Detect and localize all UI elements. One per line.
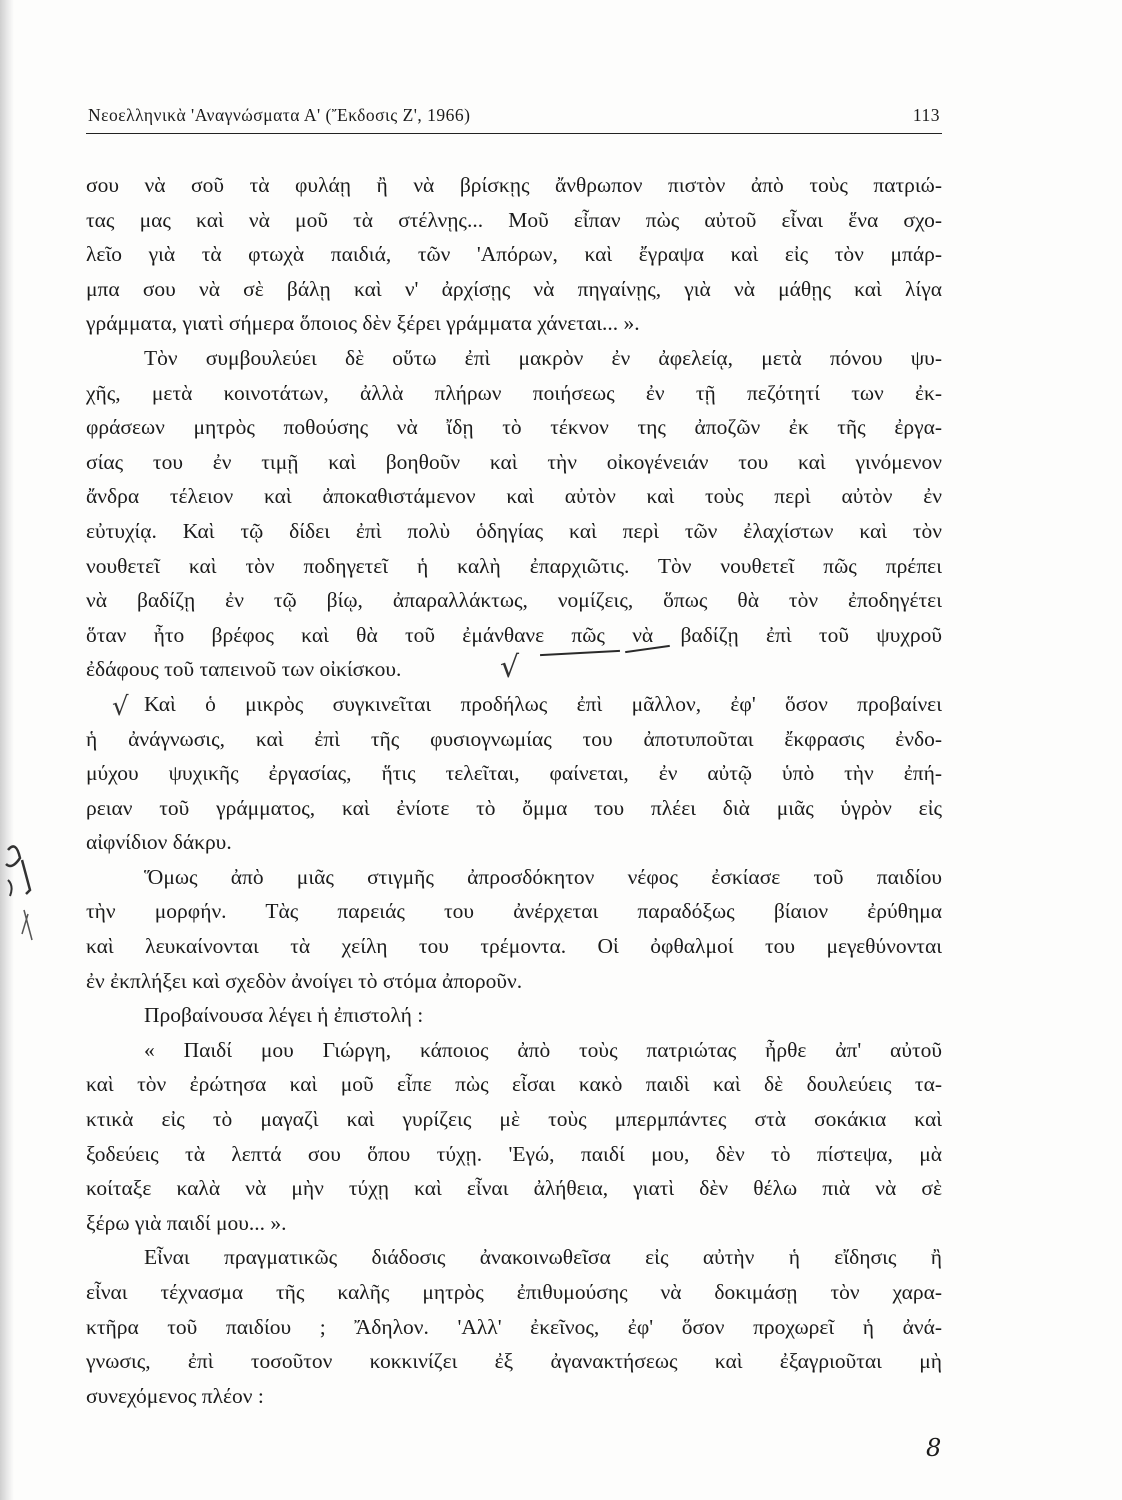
text-line: σου νὰ σοῦ τὰ φυλάῃ ἢ νὰ βρίσκῃς ἄνθρωπον πιστὸν ἀπὸ τοὺς πατριώ- [86,173,942,197]
text-line: μπα σου νὰ σὲ βάλῃ καὶ ν' ἀρχίσῃς νὰ πηγαίνῃς, γιὰ νὰ μάθῃς καὶ λίγα [86,276,942,301]
text-line: κτῆρα τοῦ παιδίου ; Ἄδηλον. 'Αλλ' ἐκεῖνος, ἐφ' ὅσον προχωρεῖ ἡ ἀνά- [86,1314,942,1339]
text-line: μύχου ψυχικῆς ἐργασίας, ἥτις τελεῖται, φαίνεται, ἐν αὐτῷ ὑπὸ τὴν ἐπή- [86,761,942,786]
text-line: ἄνδρα τέλειον καὶ ἀποκαθιστάμενον καὶ αὐτὸν καὶ τοὺς περὶ αὐτὸν ἐν [86,484,942,509]
text-line: Ὅμως ἀπὸ μιᾶς στιγμῆς ἀπροσδόκητον νέφος ἐσκίασε τοῦ παιδίου [144,864,942,889]
text-line: λεῖο γιὰ τὰ φτωχὰ παιδιά, τῶν 'Απόρων, καὶ ἔγραψα καὶ εἰς τὸν μπάρ- [86,242,942,267]
margin-scribble-icon [2,830,42,950]
text-line: κοίταξε καλὰ νὰ μὴν τύχῃ καὶ εἶναι ἀλήθεια, γιατὶ δὲν θέλω πιὰ νὰ σὲ [86,1176,942,1201]
text-line: ἐν ἐκπλήξει καὶ σχεδὸν ἀνοίγει τὸ στόμα ἀποροῦν. [86,968,523,993]
page-number: 113 [912,105,940,125]
body-text [86,168,942,1413]
running-title: Νεοελληνικὰ 'Αναγνώσματα Α' (Ἔκδοσις Ζ', 1966) [88,105,471,125]
check-mark-icon: √ [500,650,520,685]
page-header [86,103,942,134]
text-line: καὶ τὸν ἐρώτησα καὶ μοῦ εἶπε πὼς εἶσαι κακὸ παιδὶ καὶ δὲ δουλεύεις τα- [86,1072,942,1097]
text-line: φράσεων μητρὸς ποθούσης νὰ ἴδῃ τὸ τέκνον της ἀποζῶν ἐκ τῆς ἐργα- [86,415,942,440]
signature-mark: 8 [926,1434,942,1462]
text-line: Καὶ ὁ μικρὸς συγκινεῖται προδήλως ἐπὶ μᾶλλον, ἐφ' ὅσον προβαίνει [144,691,942,716]
text-line: ρειαν τοῦ γράμματος, καὶ ἐνίοτε τὸ ὄμμα του πλέει διὰ μιᾶς ὑγρὸν εἰς [86,795,942,820]
text-line: ἡ ἀνάγνωσις, καὶ ἐπὶ τῆς φυσιογνωμίας του ἀποτυποῦται ἔκφρασις ἐνδο- [86,726,942,751]
text-line: συνεχόμενος πλέον : [86,1383,264,1408]
text-line: Τὸν συμβουλεύει δὲ οὕτω ἐπὶ μακρὸν ἐν ἀφελείᾳ, μετὰ πόνου ψυ- [144,345,942,370]
text-line: νὰ βαδίζῃ ἐν τῷ βίῳ, ἀπαραλλάκτως, νομίζεις, ὅπως θὰ τὸν ἐποδηγέτει [86,588,942,613]
page-binding-edge [0,0,14,1500]
text-line: ὅταν ἦτο βρέφος καὶ θὰ τοῦ ἐμάνθανε πῶς νὰ βαδίζῃ ἐπὶ τοῦ ψυχροῦ [86,622,942,647]
text-line: « Παιδί μου Γιώργη, κάποιος ἀπὸ τοὺς πατριώτας ἦρθε ἀπ' αὐτοῦ [144,1037,942,1062]
text-line: εὐτυχίᾳ. Καὶ τῷ δίδει ἐπὶ πολὺ ὁδηγίας καὶ περὶ τῶν ἐλαχίστων καὶ τὸν [86,518,942,543]
text-line: σίας του ἐν τιμῇ καὶ βοηθοῦν καὶ τὴν οἰκογένειάν του καὶ γινόμενον [86,449,942,474]
text-line: ξέρω γιὰ παιδί μου... ». [86,1210,287,1235]
text-line: εἶναι τέχνασμα τῆς καλῆς μητρὸς ἐπιθυμούσης νὰ δοκιμάσῃ τὸν χαρα- [86,1280,942,1304]
text-line: γνωσις, ἐπὶ τοσοῦτον κοκκινίζει ἐξ ἀγανακτήσεως καὶ ἐξαγριοῦται μὴ [86,1349,942,1374]
text-line: αἰφνίδιον δάκρυ. [86,830,232,855]
text-line: καὶ λευκαίνονται τὰ χείλη του τρέμοντα. Οἱ ὀφθαλμοί του μεγεθύνονται [86,934,942,959]
text-line: νουθετεῖ καὶ τὸν ποδηγετεῖ ἡ καλὴ ἐπαρχιῶτις. Τὸν νουθετεῖ πῶς πρέπει [86,553,942,578]
text-line: κτικὰ εἰς τὸ μαγαζὶ καὶ γυρίζεις μὲ τοὺς μπερμπάντες στὰ σοκάκια καὶ [86,1107,942,1132]
text-line: ἐδάφους τοῦ ταπεινοῦ των οἰκίσκου. [86,657,402,682]
text-line: τας μας καὶ νὰ μοῦ τὰ στέλνῃς... Μοῦ εἶπαν πὼς αὐτοῦ εἶναι ἕνα σχο- [86,207,942,232]
text-line: ξοδεύεις τὰ λεπτά σου ὅπου τύχῃ. 'Εγώ, παιδί μου, δὲν τὸ πίστεψα, μὰ [86,1141,942,1166]
text-line: γράμματα, γιατὶ σήμερα ὅποιος δὲν ξέρει γράμματα χάνεται... ». [86,311,640,336]
text-line: Εἶναι πραγματικῶς διάδοσις ἀνακοινωθεῖσα εἰς αὐτὴν ἡ εἴδησις ἢ [144,1245,942,1270]
text-line: τὴν μορφήν. Τὰς παρειάς του ἀνέρχεται παραδόξως βίαιον ἐρύθημα [86,899,942,924]
text-line: Προβαίνουσα λέγει ἡ ἐπιστολή : [144,1003,424,1028]
text-line: χῆς, μετὰ κοινοτάτων, ἀλλὰ πλήρων ποιήσεως ἐν τῇ πεζότητί των ἐκ- [86,380,942,405]
check-mark-icon: √ [112,692,129,722]
